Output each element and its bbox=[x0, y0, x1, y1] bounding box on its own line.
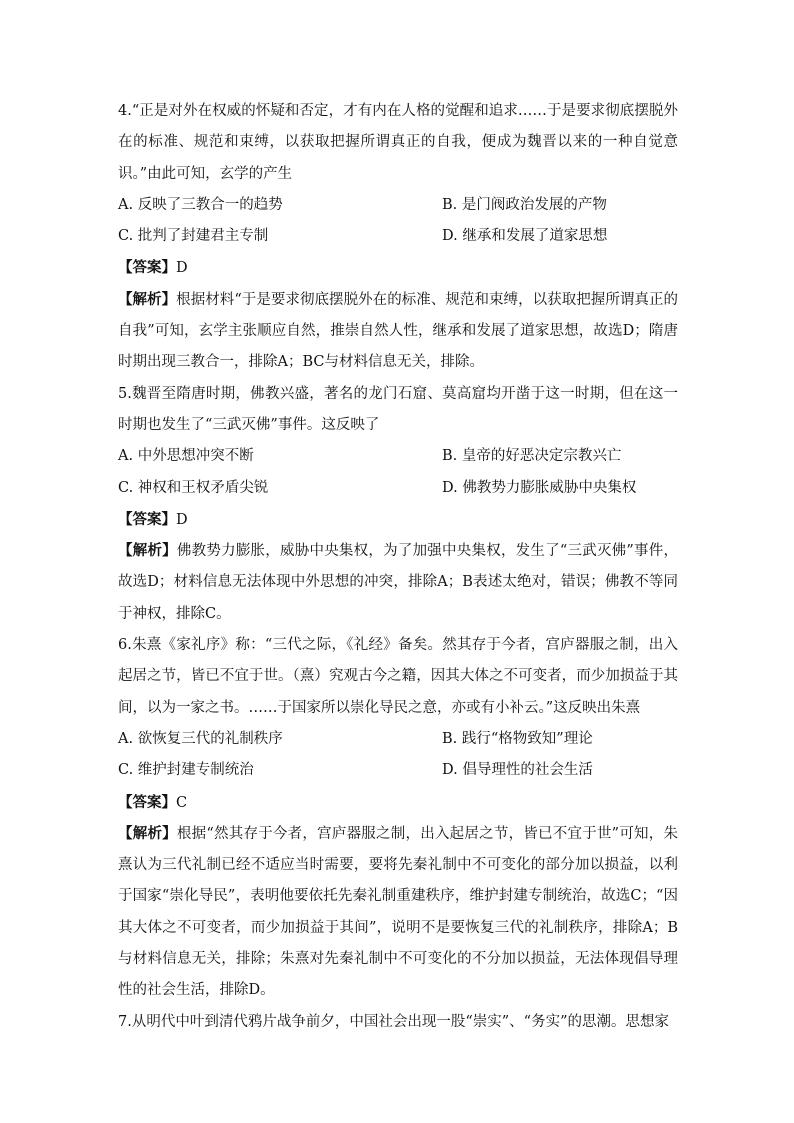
question-4-stem: 4.“正是对外在权威的怀疑和否定，才有内在人格的觉醒和追求……于是要求彻底摆脱外在的标准、规范和束缚，以获取把握所谓真正的自我，便成为魏晋以来的一种自觉意识。”由此可知，玄学的产生 bbox=[118, 103, 678, 182]
answer-label: 【答案】 bbox=[118, 259, 176, 277]
question-6-options-row-2 bbox=[118, 755, 678, 786]
question-4-option-d: D. 继承和发展了道家思想 bbox=[442, 228, 608, 245]
question-4-option-a: A. 反映了三教合一的趋势 bbox=[118, 196, 283, 213]
question-5-options-row-2 bbox=[118, 473, 678, 504]
question-6-option-d: D. 倡导理性的社会生活 bbox=[442, 762, 593, 779]
document-page bbox=[118, 96, 678, 1038]
question-5-stem: 5.魏晋至隋唐时期，佛教兴盛，著名的龙门石窟、莫高窟均开凿于这一时期，但在这一时期也发生了“三武灭佛”事件。这反映了 bbox=[118, 385, 678, 433]
question-4-option-b: B. 是门阀政治发展的产物 bbox=[442, 196, 607, 213]
answer-label: 【答案】 bbox=[118, 793, 176, 811]
question-5-option-b: B. 皇帝的好恶决定宗教兴亡 bbox=[442, 448, 622, 465]
question-6-option-a: A. 欲恢复三代的礼制秩序 bbox=[118, 730, 283, 747]
question-5-analysis bbox=[118, 535, 678, 630]
question-6-option-b: B. 践行“格物致知”理论 bbox=[442, 730, 593, 747]
question-5-answer bbox=[118, 504, 678, 535]
answer-value: D bbox=[176, 511, 188, 528]
analysis-label: 【解析】 bbox=[118, 824, 177, 842]
question-5-option-c: C. 神权和王权矛盾尖锐 bbox=[118, 479, 269, 496]
question-4-options-row-1 bbox=[118, 190, 678, 221]
analysis-text: 根据材料“于是要求彻底摆脱外在的标准、规范和束缚，以获取把握所谓真正的自我”可知，玄学主张顺应自然，推崇自然人性，继承和发展了道家思想，故选D；隋唐时期出现三教合一，排除A；BC与材料信息无关，排除。 bbox=[118, 291, 678, 371]
analysis-text: 根据“然其存于今者，宫庐器服之制，出入起居之节，皆已不宜于世”可知，朱熹认为三代礼制已经不适应当时需要，要将先秦礼制中不可变化的部分加以损益，以利于国家“崇化导民”，表明他要依托先秦礼制重建秩序，维护封建专制统治，故选C；“因其大体之不可变者，而少加损益于其间”，说明不是要恢复三代的礼制秩序，排除A；B与材料信息无关，排除；朱熹对先秦礼制中不可变化的不分加以损益，无法体现倡导理性的社会生活，排除D。 bbox=[118, 825, 679, 999]
question-6-stem: 6.朱熹《家礼序》称：“三代之际，《礼经》备矣。然其存于今者，宫庐器服之制，出入起居之节，皆已不宜于世。（熹）究观古今之籍，因其大体之不可变者，而少加损益于其间，以为一家之书。……于国家所以崇化导民之意，亦或有小补云。”这反映出朱熹 bbox=[118, 637, 678, 716]
question-6-options-row-1 bbox=[118, 724, 678, 755]
analysis-label: 【解析】 bbox=[118, 542, 177, 560]
question-4-option-c: C. 批判了封建君主专制 bbox=[118, 228, 269, 245]
analysis-text: 佛教势力膨胀，威胁中央集权，为了加强中央集权，发生了“三武灭佛”事件，故选D；材料信息无法体现中外思想的冲突，排除A；B表述太绝对，错误；佛教不等同于神权，排除C。 bbox=[118, 543, 679, 622]
question-6-answer bbox=[118, 787, 678, 818]
question-5-options-row-1 bbox=[118, 441, 678, 472]
answer-label: 【答案】 bbox=[118, 510, 176, 528]
answer-value: D bbox=[176, 260, 188, 277]
question-4-options-row-2 bbox=[118, 221, 678, 252]
question-5-option-d: D. 佛教势力膨胀威胁中央集权 bbox=[442, 479, 637, 496]
analysis-label: 【解析】 bbox=[118, 290, 177, 308]
question-6-analysis bbox=[118, 818, 678, 1007]
question-4-analysis bbox=[118, 284, 678, 379]
question-7-stem: 7.从明代中叶到清代鸦片战争前夕，中国社会出现一股“崇实”、“务实”的思潮。思想家 bbox=[118, 1013, 669, 1030]
question-6-option-c: C. 维护封建专制统治 bbox=[118, 762, 254, 779]
question-5-option-a: A. 中外思想冲突不断 bbox=[118, 448, 254, 465]
answer-value: C bbox=[176, 794, 188, 811]
question-4-answer bbox=[118, 252, 678, 283]
